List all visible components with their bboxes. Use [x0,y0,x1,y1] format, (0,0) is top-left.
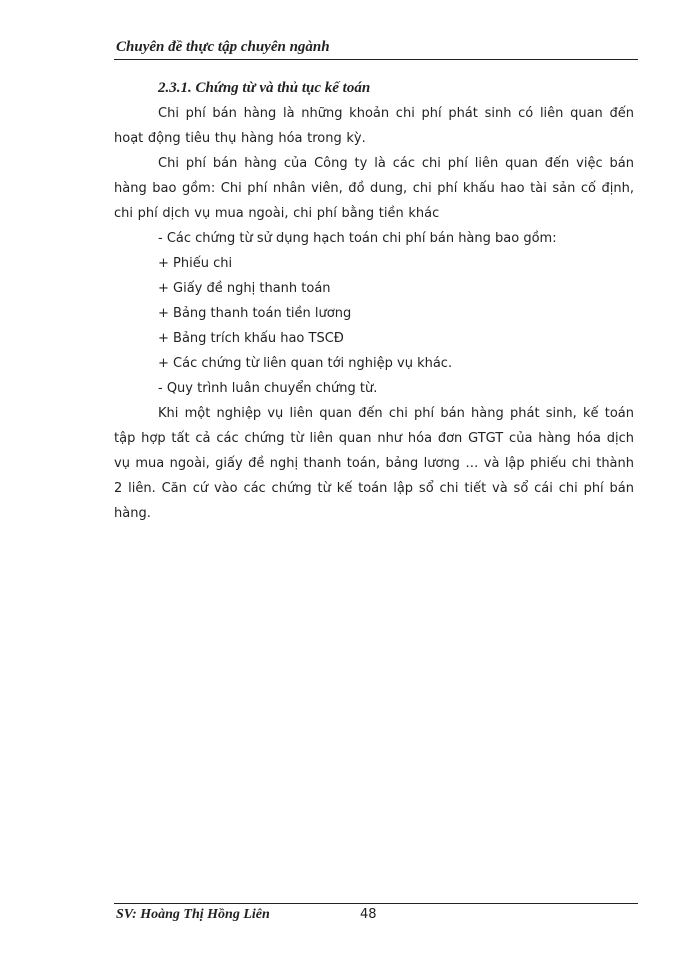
header-title: Chuyên đề thực tập chuyên ngành [116,39,330,55]
page-content [114,76,634,526]
section-title: 2.3.1. Chứng từ và thủ tục kế toán [158,80,371,96]
list-item: + Giấy đề nghị thanh toán [158,281,331,296]
list-item: + Bảng thanh toán tiền lương [158,306,352,321]
paragraph-definition: Chi phí bán hàng là những khoản chi phí phát sinh có liên quan đến hoạt động tiêu thụ hàng hóa trong kỳ. [114,106,634,146]
list-item: + Phiếu chi [158,256,233,271]
list-intro: - Các chứng từ sử dụng hạch toán chi phí bán hàng bao gồm: [158,231,557,246]
list-item: + Bảng trích khấu hao TSCĐ [158,331,344,346]
footer-author: SV: Hoàng Thị Hồng Liên [116,907,270,922]
paragraph-company-costs: Chi phí bán hàng của Công ty là các chi phí liên quan đến việc bán hàng bao gồm: Chi phí nhân viên, đồ dung, chi phí khấu hao tài sản cố định, chi phí dịch vụ mua ngoài, chi phí bằng tiền khác [114,156,634,221]
process-title: - Quy trình luân chuyển chứng từ. [158,381,378,396]
page-header [114,33,638,60]
paragraph-process: Khi một nghiệp vụ liên quan đến chi phí bán hàng phát sinh, kế toán tập hợp tất cả các chứng từ liên quan như hóa đơn GTGT của hàng hóa dịch vụ mua ngoài, giấy đề nghị thanh toán, bảng lương … và lập phiếu chi thành 2 liên. Căn cứ vào các chứng từ kế toán lập sổ chi tiết và sổ cái chi phí bán hàng. [114,406,634,521]
list-item: + Các chứng từ liên quan tới nghiệp vụ khác. [158,356,453,371]
page-number: 48 [360,907,377,922]
page-footer [114,903,638,926]
